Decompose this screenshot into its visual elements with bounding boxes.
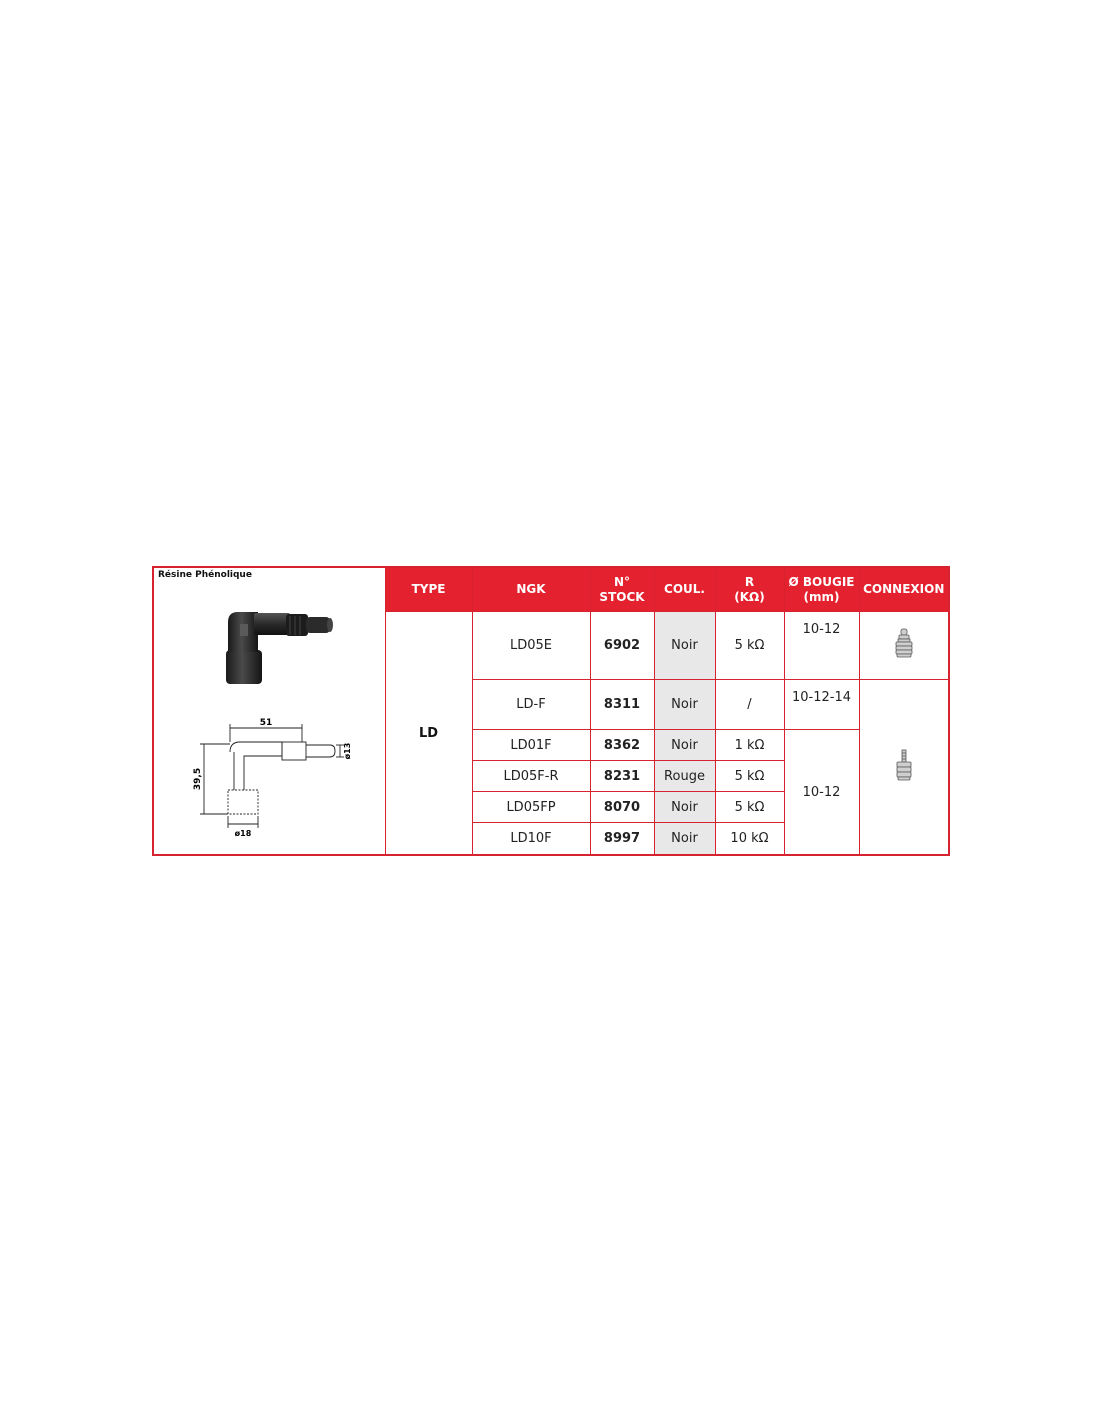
connexion-cell xyxy=(859,679,949,855)
ngk-cell: LD05FP xyxy=(472,792,590,823)
material-label: Résine Phénolique xyxy=(158,570,252,580)
r-cell: / xyxy=(715,679,784,729)
connexion-cell xyxy=(859,612,949,680)
coul-cell: Rouge xyxy=(654,761,715,792)
bougie-cell: 10-12 xyxy=(784,730,859,855)
header-bougie-line1: Ø BOUGIE xyxy=(788,574,855,589)
header-stock xyxy=(590,567,654,612)
ngk-cell: LD05E xyxy=(472,612,590,680)
header-type: TYPE xyxy=(385,567,472,612)
dimension-base-diameter: ø18 xyxy=(234,829,252,838)
stock-cell: 6902 xyxy=(590,612,654,680)
ngk-cell: LD01F xyxy=(472,730,590,761)
header-ngk: NGK xyxy=(472,567,590,612)
r-cell: 5 kΩ xyxy=(715,792,784,823)
ngk-cell: LD05F-R xyxy=(472,761,590,792)
header-row xyxy=(153,567,949,612)
bougie-cell: 10-12-14 xyxy=(784,679,859,729)
r-cell: 1 kΩ xyxy=(715,730,784,761)
stock-cell: 8311 xyxy=(590,679,654,729)
header-bougie-line2: (mm) xyxy=(803,589,840,604)
type-value: LD xyxy=(385,612,472,856)
coul-cell: Noir xyxy=(654,612,715,680)
coul-cell: Noir xyxy=(654,823,715,855)
dimension-length: 51 xyxy=(259,718,273,728)
ngk-cell: LD-F xyxy=(472,679,590,729)
r-cell: 5 kΩ xyxy=(715,761,784,792)
header-r-line2: (KΩ) xyxy=(734,589,765,604)
coul-cell: Noir xyxy=(654,730,715,761)
header-coul: COUL. xyxy=(654,567,715,612)
header-stock-line2: STOCK xyxy=(599,589,645,604)
header-bougie xyxy=(784,567,859,612)
header-stock-line1: N° xyxy=(613,574,631,589)
spec-sheet xyxy=(152,566,948,856)
bougie-cell: 10-12 xyxy=(784,612,859,680)
spark-plug-cap-table xyxy=(152,566,950,856)
stock-cell: 8231 xyxy=(590,761,654,792)
header-r xyxy=(715,567,784,612)
header-r-line1: R xyxy=(744,574,755,589)
dimension-tip-diameter: ø13 xyxy=(343,742,352,760)
coul-cell: Noir xyxy=(654,679,715,729)
header-connexion: CONNEXION xyxy=(859,567,949,612)
screw-terminal-icon xyxy=(894,749,914,781)
spark-plug-cap-photo xyxy=(218,606,338,688)
stock-cell: 8362 xyxy=(590,730,654,761)
stock-cell: 8997 xyxy=(590,823,654,855)
stock-cell: 8070 xyxy=(590,792,654,823)
ngk-cell: LD10F xyxy=(472,823,590,855)
dimension-drawing xyxy=(190,712,360,838)
product-image-cell xyxy=(153,567,385,855)
r-cell: 10 kΩ xyxy=(715,823,784,855)
snap-connector-icon xyxy=(893,628,915,658)
coul-cell: Noir xyxy=(654,792,715,823)
dimension-height: 39,5 xyxy=(193,767,203,791)
r-cell: 5 kΩ xyxy=(715,612,784,680)
